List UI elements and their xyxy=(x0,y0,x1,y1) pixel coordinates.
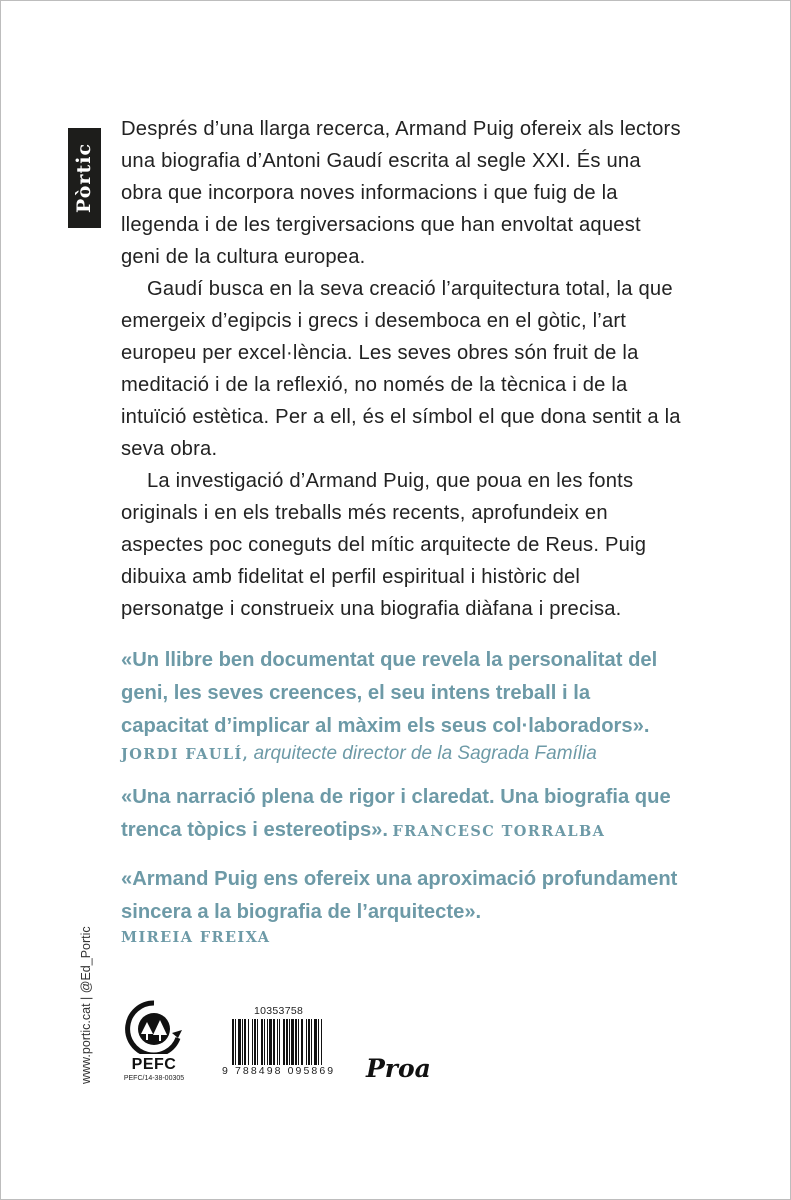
blurb-paragraph: Gaudí busca en la seva creació l’arquitectura total, la que emergeix d’egipcis i grecs i desemboca en el gòtic, l’art europeu per excel·lència. Les seves obres són fruit de la meditació i de la reflexió, no només de la tècnica i de la intuïció estètica. Per a ell, és el símbol el que dona sentit a la seva obra. xyxy=(121,278,681,460)
barcode-bar xyxy=(298,1019,299,1065)
review-quotes xyxy=(121,644,681,963)
publisher-web-credit: www.portic.cat | @Ed_Portic xyxy=(79,926,93,1084)
barcode-bar xyxy=(279,1019,280,1065)
barcode-bar xyxy=(261,1019,263,1065)
barcode-bar xyxy=(318,1019,319,1065)
barcode-bar xyxy=(267,1019,268,1065)
barcode-bar xyxy=(314,1019,317,1065)
pefc-certification xyxy=(116,1000,192,1082)
quote-author-role: arquitecte director de la Sagrada Família xyxy=(253,743,597,764)
barcode-bar xyxy=(286,1019,288,1065)
barcode-bar xyxy=(308,1019,310,1065)
pefc-tree-icon xyxy=(124,1000,184,1054)
quote-author: FRANCESC TORRALBA xyxy=(392,823,606,840)
series-tab-label: Pòrtic xyxy=(73,142,96,214)
blurb-paragraph: Després d’una llarga recerca, Armand Puig ofereix als lectors una biografia d’Antoni Gaudí escrita al segle XXI. És una obra que incorpora noves informacions i que fuig de la llegenda i de les tergiversacions que han envoltat aquest geni de la cultura europea. xyxy=(121,118,681,268)
quote-text: «Armand Puig ens ofereix una aproximació profundament sincera a la biografia de l’arquitecte». xyxy=(121,868,678,923)
review-quote xyxy=(121,781,681,847)
barcode xyxy=(222,1005,354,1077)
barcode-bar xyxy=(295,1019,297,1065)
blurb-paragraph: La investigació d’Armand Puig, que poua en les fonts originals i en els treballs més recents, aprofundeix en aspectes poc coneguts del mític arquitecte de Reus. Puig dibuixa amb fidelitat el perfil espiritual i històric del personatge i construeix una biografia diàfana i precisa. xyxy=(121,470,647,620)
barcode-top-number: 10353758 xyxy=(254,1005,304,1017)
barcode-bar xyxy=(238,1019,241,1065)
barcode-bar xyxy=(252,1019,253,1065)
review-quote xyxy=(121,863,681,947)
quote-text: «Una narració plena de rigor i claredat. Una biografia que trenca tòpics i estereotips». xyxy=(121,786,671,841)
barcode-bar xyxy=(244,1019,246,1065)
barcode-bar xyxy=(277,1019,278,1065)
barcode-bar xyxy=(306,1019,307,1065)
quote-author: JORDI FAULÍ, xyxy=(121,746,250,763)
barcode-bar xyxy=(257,1019,258,1065)
pefc-code: PEFC/14-38-00305 xyxy=(123,1075,185,1082)
barcode-bar xyxy=(254,1019,256,1065)
barcode-bar xyxy=(321,1019,322,1065)
publisher-logo: Proa xyxy=(366,1054,431,1083)
isbn-number: 9 788498 095869 xyxy=(222,1065,336,1077)
series-tab xyxy=(68,128,101,228)
blurb-text xyxy=(121,113,681,625)
barcode-bar xyxy=(269,1019,272,1065)
barcode-bar xyxy=(289,1019,290,1065)
barcode-bar xyxy=(242,1019,243,1065)
pefc-label: PEFC xyxy=(131,1056,177,1073)
quote-author: MIREIA FREIXA xyxy=(121,929,271,946)
barcode-bar xyxy=(264,1019,265,1065)
barcode-bar xyxy=(301,1019,303,1065)
barcode-bar xyxy=(291,1019,294,1065)
quote-text: «Un llibre ben documentat que revela la personalitat del geni, les seves creences, el seu intens treball i la capacitat d’implicar al màxim els seus col·laboradors». xyxy=(121,649,658,737)
review-quote xyxy=(121,644,681,765)
barcode-bar xyxy=(232,1019,234,1065)
barcode-bar xyxy=(311,1019,312,1065)
barcode-bar xyxy=(283,1019,285,1065)
barcode-bar xyxy=(235,1019,236,1065)
barcode-bars xyxy=(222,1019,354,1067)
barcode-bar xyxy=(248,1019,249,1065)
barcode-bar xyxy=(273,1019,275,1065)
